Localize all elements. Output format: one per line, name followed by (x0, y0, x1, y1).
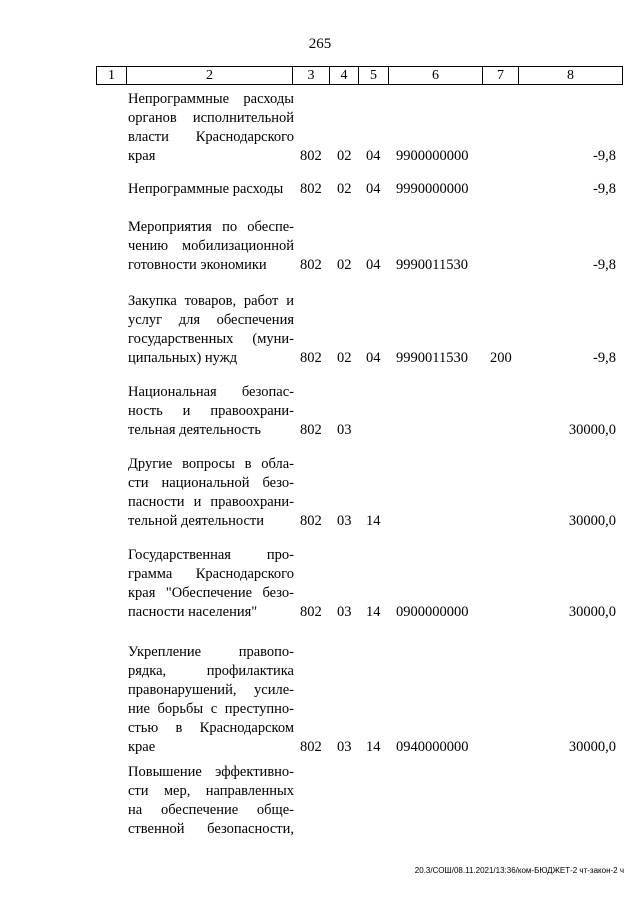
cell-c8: -9,8 (593, 148, 616, 164)
cell-c7: 200 (490, 350, 512, 366)
cell-c8: 30000,0 (568, 513, 616, 529)
row-name-line: органов исполнительной (128, 110, 294, 126)
row-name (128, 90, 294, 166)
cell-c4: 03 (337, 422, 352, 438)
row-name-line: Повышение эффективно- (128, 764, 294, 780)
cell-c5: 04 (366, 350, 381, 366)
row-name-line: Другие вопросы в обла- (128, 456, 294, 472)
header-col-3: 3 (293, 67, 330, 85)
row-name-line: Непрограммные расходы (128, 91, 294, 107)
cell-c6: 9990011530 (396, 350, 468, 366)
row-name (128, 763, 294, 839)
row-name-line: на обеспечение обще- (128, 802, 294, 818)
cell-c3: 802 (300, 350, 322, 366)
header-col-6: 6 (389, 67, 483, 85)
cell-c5: 14 (366, 739, 381, 755)
row-name-line: Непрограммные расходы (128, 181, 284, 197)
cell-c8: -9,8 (593, 350, 616, 366)
row-name-line: Национальная безопас- (128, 384, 294, 400)
row-name-line: грамма Краснодарского (128, 566, 294, 582)
cell-c4: 03 (337, 739, 352, 755)
cell-c3: 802 (300, 148, 322, 164)
cell-c5: 14 (366, 513, 381, 529)
row-name-line: услуг для обеспечения (128, 312, 294, 328)
row-name (128, 218, 294, 275)
cell-c6: 0900000000 (396, 604, 469, 620)
cell-c4: 02 (337, 257, 352, 273)
row-name-line: пасности и правоохрани- (128, 494, 294, 510)
header-col-2: 2 (127, 67, 293, 85)
header-col-7: 7 (483, 67, 519, 85)
row-name-line: ность и правоохрани- (128, 403, 294, 419)
cell-c6: 0940000000 (396, 739, 469, 755)
header-col-5: 5 (359, 67, 389, 85)
row-name (128, 546, 294, 622)
row-name-line: стью в Краснодарском (128, 720, 294, 736)
cell-c4: 02 (337, 148, 352, 164)
cell-c8: 30000,0 (568, 604, 616, 620)
cell-c5: 04 (366, 181, 381, 197)
cell-c6: 9900000000 (396, 148, 469, 164)
row-name-line: Государственная про- (128, 547, 294, 563)
row-name-line: правонарушений, усиле- (128, 682, 294, 698)
row-name-line: ципальных) нужд (128, 350, 238, 366)
row-name-line: тельной деятельности (128, 513, 265, 529)
row-name-line: края (128, 148, 156, 164)
row-name (128, 383, 294, 440)
row-name-line: тельная деятельность (128, 422, 261, 438)
row-name-line: чению мобилизационной (128, 238, 294, 254)
cell-c8: -9,8 (593, 181, 616, 197)
cell-c3: 802 (300, 257, 322, 273)
header-col-8: 8 (519, 67, 623, 85)
row-name (128, 455, 294, 531)
cell-c3: 802 (300, 604, 322, 620)
row-name-line: государственных (муни- (128, 331, 294, 347)
row-name-line: Укрепление правопо- (128, 644, 294, 660)
row-name-line: Закупка товаров, работ и (128, 293, 294, 309)
row-name-line: крае (128, 739, 156, 755)
row-name-line: Мероприятия по обеспе- (128, 219, 294, 235)
row-name-line: пасности населения" (128, 604, 258, 620)
document-footer: 20.3/СОШ/08.11.2021/13:36/ком-БЮДЖЕТ-2 чт-закон-2 ч (414, 866, 624, 875)
cell-c4: 03 (337, 513, 352, 529)
row-name-line: готовности экономики (128, 257, 267, 273)
row-name-line: сти мер, направленных (128, 783, 294, 799)
row-name (128, 292, 294, 368)
row-name-line: ственной безопасности, (128, 821, 294, 837)
page-number: 265 (308, 36, 332, 52)
cell-c5: 14 (366, 604, 381, 620)
cell-c4: 02 (337, 181, 352, 197)
cell-c3: 802 (300, 513, 322, 529)
header-col-4: 4 (330, 67, 359, 85)
row-name-line: края "Обеспечение безо- (128, 585, 294, 601)
cell-c3: 802 (300, 181, 322, 197)
cell-c5: 04 (366, 148, 381, 164)
cell-c4: 02 (337, 350, 352, 366)
row-name-line: рядка, профилактика (128, 663, 294, 679)
cell-c5: 04 (366, 257, 381, 273)
cell-c4: 03 (337, 604, 352, 620)
row-name (128, 643, 294, 757)
cell-c8: -9,8 (593, 257, 616, 273)
cell-c3: 802 (300, 422, 322, 438)
cell-c8: 30000,0 (568, 422, 616, 438)
cell-c6: 9990011530 (396, 257, 468, 273)
row-name (128, 180, 294, 199)
row-name-line: ние борьбы с преступно- (128, 701, 294, 717)
row-name-line: власти Краснодарского (128, 129, 294, 145)
cell-c6: 9990000000 (396, 181, 469, 197)
row-name-line: сти национальной безо- (128, 475, 294, 491)
header-col-1: 1 (97, 67, 127, 85)
cell-c3: 802 (300, 739, 322, 755)
cell-c8: 30000,0 (568, 739, 616, 755)
